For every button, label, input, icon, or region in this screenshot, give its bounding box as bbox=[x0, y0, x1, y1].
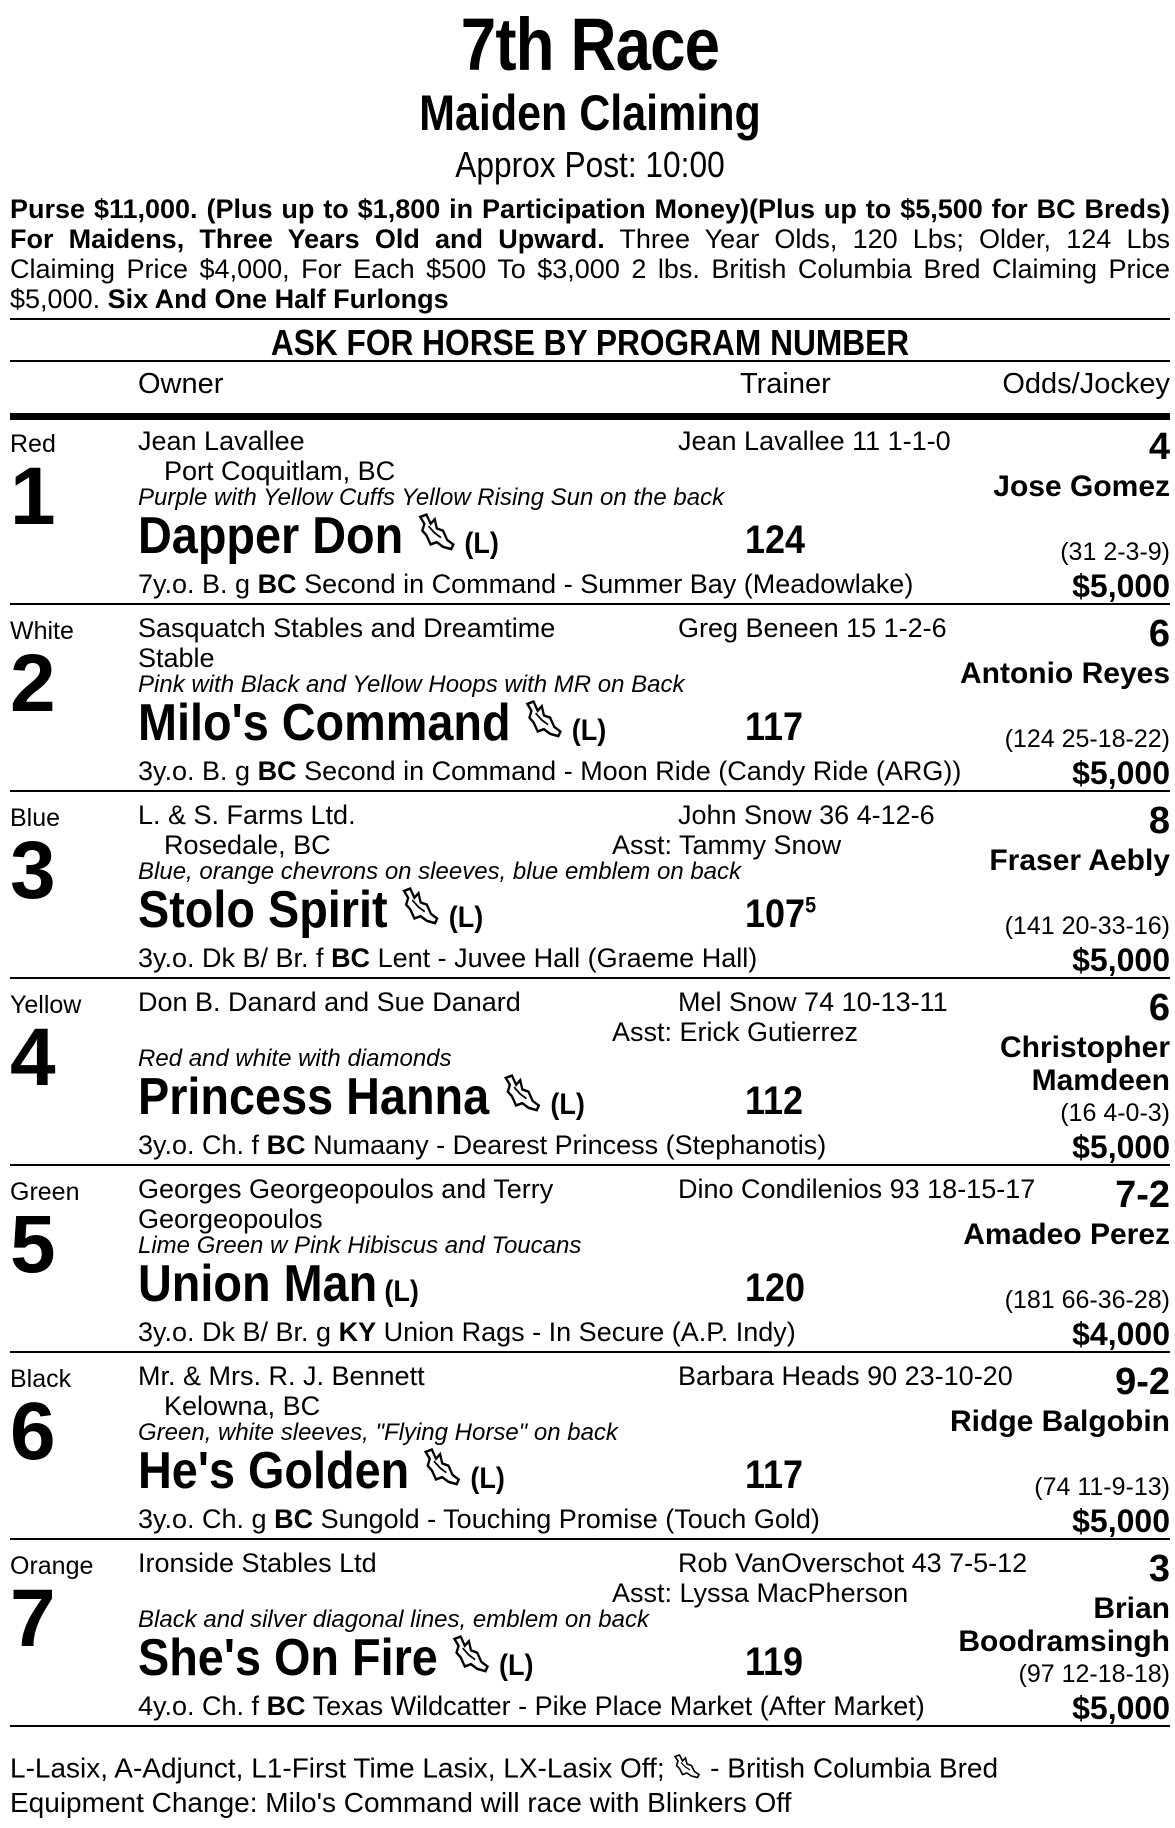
ask-banner: ASK FOR HORSE BY PROGRAM NUMBER bbox=[270, 322, 910, 363]
race-conditions bbox=[10, 194, 1170, 314]
saddlecloth-color: Blue bbox=[10, 804, 61, 832]
trainer: Jean Lavallee 11 1-1-0 bbox=[678, 426, 951, 456]
saddlecloth-color: Yellow bbox=[10, 991, 82, 1019]
jockey-stats: (16 4-0-3) bbox=[1060, 1099, 1170, 1127]
trainer: Barbara Heads 90 23-10-20 bbox=[678, 1361, 1013, 1391]
lasix-indicator: (L) bbox=[571, 714, 607, 747]
program-number: 2 bbox=[10, 638, 56, 729]
jockey-name: Amadeo Perez bbox=[963, 1218, 1170, 1251]
conditions-distance: Six And One Half Furlongs bbox=[107, 284, 449, 314]
jockey-stats: (124 25-18-22) bbox=[1004, 725, 1170, 753]
assistant-trainer: Asst: Erick Gutierrez bbox=[612, 1017, 859, 1047]
claiming-price: $5,000 bbox=[1072, 1690, 1170, 1726]
jockey-name: Antonio Reyes bbox=[959, 657, 1170, 690]
entry-row bbox=[10, 792, 1170, 979]
morning-line-odds: 6 bbox=[1148, 613, 1170, 655]
bred-state: BC bbox=[331, 943, 371, 973]
horse-name: Milo's Command bbox=[138, 694, 511, 752]
saddlecloth-color: Orange bbox=[10, 1552, 94, 1580]
bred-state: BC bbox=[274, 1504, 314, 1534]
lasix-indicator: (L) bbox=[499, 1649, 534, 1682]
horse-name: Stolo Spirit bbox=[138, 881, 388, 939]
assistant-trainer: Asst: Lyssa MacPherson bbox=[612, 1578, 909, 1608]
silks-description: Green, white sleeves, "Flying Horse" on back bbox=[138, 1419, 618, 1446]
horse-name: He's Golden bbox=[138, 1442, 410, 1500]
morning-line-odds: 6 bbox=[1148, 987, 1170, 1029]
silks-description: Purple with Yellow Cuffs Yellow Rising Sun on the back bbox=[138, 484, 725, 511]
saddlecloth-color: White bbox=[10, 617, 74, 645]
divider bbox=[10, 318, 1170, 320]
horse-name: Princess Hanna bbox=[138, 1068, 490, 1126]
race-type: Maiden Claiming bbox=[419, 85, 761, 141]
breeding-line: 3y.o. B. g BC Second in Command - Moon Ride (Candy Ride (ARG)) bbox=[138, 756, 962, 786]
silks-description: Blue, orange chevrons on sleeves, blue emblem on back bbox=[138, 858, 742, 885]
weight: 120 bbox=[745, 1266, 806, 1310]
horse-name-line bbox=[138, 880, 483, 943]
morning-line-odds: 9-2 bbox=[1115, 1361, 1170, 1403]
jockey-stats: (181 66-36-28) bbox=[1004, 1286, 1170, 1314]
bc-bred-icon bbox=[523, 696, 564, 756]
breeding-line: 4y.o. Ch. f BC Texas Wildcatter - Pike Place Market (After Market) bbox=[138, 1691, 925, 1721]
program-number: 1 bbox=[10, 451, 56, 542]
jockey-name: Brian Boodramsingh bbox=[958, 1592, 1170, 1658]
claiming-price: $5,000 bbox=[1072, 755, 1170, 791]
owner-name: Georges Georgeopoulos and Terry Georgeopoulos bbox=[138, 1174, 554, 1234]
weight: $107^5$ bbox=[745, 892, 817, 936]
entry-row bbox=[10, 979, 1170, 1166]
entry-row bbox=[10, 605, 1170, 792]
claiming-price: $5,000 bbox=[1072, 1129, 1170, 1165]
claiming-price: $5,000 bbox=[1072, 942, 1170, 978]
program-number: 3 bbox=[10, 825, 56, 916]
divider bbox=[10, 360, 1170, 362]
bc-bred-icon bbox=[422, 1444, 463, 1504]
owner-name: Don B. Danard and Sue Danard bbox=[138, 987, 521, 1017]
jockey-name: Christopher Mamdeen bbox=[999, 1031, 1170, 1097]
morning-line-odds: 3 bbox=[1148, 1548, 1170, 1590]
morning-line-odds: 8 bbox=[1148, 800, 1170, 842]
owner-name: Sasquatch Stables and Dreamtime Stable bbox=[138, 613, 556, 673]
owner-name: L. & S. Farms Ltd. bbox=[138, 800, 356, 830]
program-number: 4 bbox=[10, 1012, 56, 1103]
column-trainer: Trainer bbox=[740, 368, 831, 400]
owner-name: Ironside Stables Ltd bbox=[138, 1548, 377, 1578]
breeding-line: 3y.o. Ch. f BC Numaany - Dearest Princess (Stephanotis) bbox=[138, 1130, 827, 1160]
horse-name-line bbox=[138, 1067, 585, 1130]
owner-location: Rosedale, BC bbox=[164, 830, 331, 860]
bred-state: BC bbox=[257, 756, 297, 786]
jockey-name: Jose Gomez bbox=[993, 470, 1170, 503]
jockey-name: Fraser Aebly bbox=[989, 844, 1170, 877]
silks-description: Pink with Black and Yellow Hoops with MR on Back bbox=[138, 671, 685, 698]
horse-name-line bbox=[138, 506, 499, 569]
conditions-weights: Three Year Olds, 120 Lbs; Older, 124 Lbs Claiming Price $4,000, For Each $500 To $3,000 2 lbs. British Columbia Bred Claiming Price $5,000. bbox=[10, 224, 1171, 314]
claiming-price: $5,000 bbox=[1072, 1503, 1170, 1539]
saddlecloth-color: Green bbox=[10, 1178, 80, 1206]
bred-state: KY bbox=[338, 1317, 377, 1347]
trainer: John Snow 36 4-12-6 bbox=[678, 800, 935, 830]
lasix-indicator: (L) bbox=[384, 1275, 419, 1308]
bc-bred-icon bbox=[502, 1070, 543, 1130]
post-time: Approx Post: 10:00 bbox=[455, 144, 725, 185]
trainer: Greg Beneen 15 1-2-6 bbox=[678, 613, 947, 643]
equipment-change: Equipment Change: Milo's Command will race with Blinkers Off bbox=[10, 1787, 792, 1818]
race-program-page bbox=[10, 0, 1170, 1828]
program-number: 7 bbox=[10, 1573, 56, 1664]
horse-name-line bbox=[138, 1254, 419, 1314]
entry-row bbox=[10, 418, 1170, 605]
lasix-indicator: (L) bbox=[470, 1462, 505, 1495]
jockey-name: Ridge Balgobin bbox=[950, 1405, 1170, 1438]
owner-name: Jean Lavallee bbox=[138, 426, 305, 456]
jockey-stats: (97 12-18-18) bbox=[1018, 1660, 1170, 1688]
trainer: Rob VanOverschot 43 7-5-12 bbox=[678, 1548, 1028, 1578]
weight: 119 bbox=[745, 1640, 804, 1684]
morning-line-odds: 4 bbox=[1148, 426, 1170, 468]
horse-name: Dapper Don bbox=[138, 507, 404, 565]
owner-location: Kelowna, BC bbox=[164, 1391, 321, 1421]
owner-name: Mr. & Mrs. R. J. Bennett bbox=[138, 1361, 425, 1391]
lasix-indicator: (L) bbox=[448, 901, 484, 934]
silks-description: Red and white with diamonds bbox=[138, 1045, 452, 1072]
jockey-stats: (74 11-9-13) bbox=[1034, 1473, 1170, 1501]
weight: 112 bbox=[745, 1079, 804, 1123]
horse-name: Union Man bbox=[138, 1255, 378, 1313]
program-number: 6 bbox=[10, 1386, 56, 1477]
breeding-line: 3y.o. Dk B/ Br. f BC Lent - Juvee Hall (Graeme Hall) bbox=[138, 943, 758, 973]
assistant-trainer: Asst: Tammy Snow bbox=[612, 830, 842, 860]
race-title: 7th Race bbox=[460, 3, 720, 86]
trainer: Dino Condilenios 93 18-15-17 bbox=[678, 1174, 1036, 1204]
jockey-stats: (141 20-33-16) bbox=[1004, 912, 1170, 940]
horse-name-line bbox=[138, 1441, 505, 1504]
bc-bred-icon bbox=[416, 509, 457, 569]
horse-name-line bbox=[138, 693, 606, 756]
weight: 124 bbox=[745, 518, 806, 562]
claiming-price: $4,000 bbox=[1072, 1316, 1170, 1352]
weight-allowance: 5 bbox=[805, 892, 817, 918]
breeding-line: 3y.o. Dk B/ Br. g KY Union Rags - In Secure (A.P. Indy) bbox=[138, 1317, 796, 1347]
entry-row bbox=[10, 1353, 1170, 1540]
morning-line-odds: 7-2 bbox=[1115, 1174, 1170, 1216]
silks-description: Lime Green w Pink Hibiscus and Toucans bbox=[138, 1232, 582, 1259]
bred-state: BC bbox=[266, 1130, 306, 1160]
entry-row bbox=[10, 1166, 1170, 1353]
breeding-line: 7y.o. B. g BC Second in Command - Summer Bay (Meadowlake) bbox=[138, 569, 914, 599]
footer-divider bbox=[10, 1725, 1170, 1727]
weight: 117 bbox=[745, 1453, 804, 1497]
bred-state: BC bbox=[257, 569, 297, 599]
program-number: 5 bbox=[10, 1199, 56, 1290]
entry-row bbox=[10, 1540, 1170, 1727]
column-odds-jockey: Odds/Jockey bbox=[1002, 368, 1170, 400]
bc-bred-icon bbox=[400, 883, 441, 943]
lasix-indicator: (L) bbox=[550, 1088, 585, 1121]
jockey-stats: (31 2-3-9) bbox=[1060, 538, 1170, 566]
breeding-line: 3y.o. Ch. g BC Sungold - Touching Promise (Touch Gold) bbox=[138, 1504, 820, 1534]
footer bbox=[10, 1752, 998, 1818]
bred-state: BC bbox=[266, 1691, 306, 1721]
horse-name: She's On Fire bbox=[138, 1629, 438, 1687]
horse-name-line bbox=[138, 1628, 533, 1691]
conditions-purse: Purse $11,000. (Plus up to $1,800 in Participation Money)(Plus up to $5,500 for BC Breds) For Maidens, Three Years Old and Upward. bbox=[10, 194, 1170, 254]
lasix-indicator: (L) bbox=[464, 527, 499, 560]
trainer: Mel Snow 74 10-13-11 bbox=[678, 987, 948, 1017]
saddlecloth-color: Red bbox=[10, 430, 56, 458]
column-owner: Owner bbox=[138, 368, 224, 400]
saddlecloth-color: Black bbox=[10, 1365, 72, 1393]
owner-location: Port Coquitlam, BC bbox=[164, 456, 396, 486]
weight: 117 bbox=[745, 705, 804, 749]
footer-legend: L-Lasix, A-Adjunct, L1-First Time Lasix, LX-Lasix Off; - British Columbia Bred bbox=[10, 1752, 998, 1788]
claiming-price: $5,000 bbox=[1072, 568, 1170, 604]
silks-description: Black and silver diagonal lines, emblem on back bbox=[138, 1606, 649, 1633]
bc-bred-icon bbox=[672, 1752, 702, 1788]
bc-bred-icon bbox=[450, 1631, 491, 1691]
